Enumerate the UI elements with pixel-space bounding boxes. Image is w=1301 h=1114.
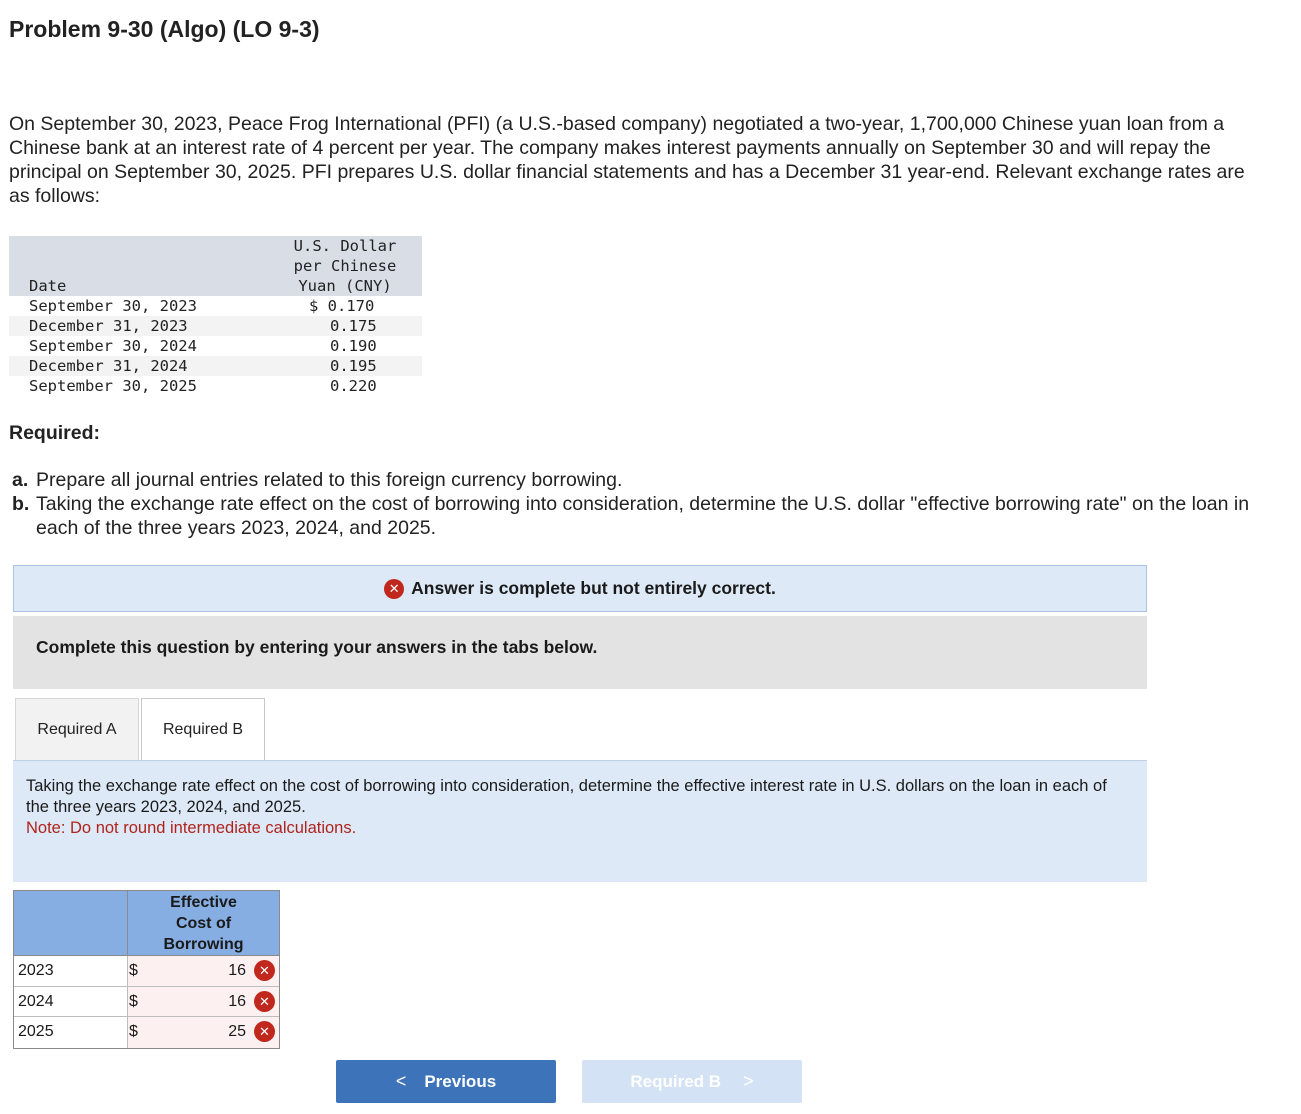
rate-row	[9, 316, 422, 336]
required-letter-b: b.	[12, 493, 30, 515]
header-line-2: Cost of	[175, 915, 232, 932]
rate-row	[9, 376, 422, 396]
answer-input-2023[interactable]	[128, 956, 279, 986]
date-column-header: Date	[29, 277, 67, 295]
answer-table-header	[14, 891, 279, 956]
table-row	[14, 956, 279, 987]
next-label: Required B	[630, 1071, 722, 1091]
question-panel	[13, 760, 1147, 882]
header-line-3: Borrowing	[163, 936, 244, 953]
required-item-b	[12, 492, 1272, 540]
tab-required-b[interactable]	[141, 698, 265, 761]
incorrect-x-icon: ✕	[254, 960, 275, 981]
incorrect-x-icon: ✕	[254, 1021, 275, 1042]
question-note: Note: Do not round intermediate calculations.	[26, 819, 357, 837]
chevron-left-icon: <	[395, 1071, 407, 1091]
rate-header-line-2: per Chinese	[293, 257, 397, 275]
rate-value: 0.190	[330, 337, 377, 355]
instruction-text: Complete this question by entering your answers in the tabs below.	[36, 637, 598, 657]
answer-status-text: Answer is complete but not entirely correct.	[411, 578, 776, 598]
rate-date: December 31, 2023	[29, 317, 188, 335]
answer-value: 16	[228, 992, 246, 1010]
previous-label: Previous	[424, 1071, 497, 1091]
currency-symbol: $	[129, 962, 138, 979]
rate-date: September 30, 2023	[29, 297, 197, 315]
rate-date: December 31, 2024	[29, 357, 188, 375]
incorrect-x-icon: ✕	[254, 991, 275, 1012]
rate-row	[9, 356, 422, 376]
tab-required-a[interactable]	[15, 698, 139, 760]
answer-value: 25	[228, 1023, 246, 1040]
answer-value: 16	[228, 962, 246, 979]
rate-value: $ 0.170	[309, 297, 375, 315]
page-title: Problem 9-30 (Algo) (LO 9-3)	[9, 16, 320, 42]
header-line-1: Effective	[170, 894, 237, 911]
year-label: 2024	[14, 987, 128, 1017]
answer-input-2025[interactable]	[128, 1017, 279, 1048]
currency-symbol: $	[129, 992, 138, 1010]
required-label: Required:	[9, 422, 101, 444]
question-body: Taking the exchange rate effect on the cost of borrowing into consideration, determine the effective interest rate in U.S. dollars on the loan in each of the three years 2023, 2024, and 2025.	[26, 777, 1107, 816]
required-letter-a: a.	[12, 469, 29, 491]
required-text-a: Prepare all journal entries related to this foreign currency borrowing.	[36, 469, 623, 491]
table-row	[14, 1017, 279, 1048]
x-circle-icon: ✕	[384, 579, 404, 599]
effective-cost-header	[128, 891, 279, 955]
required-item-a	[12, 468, 1272, 492]
rate-date: September 30, 2025	[29, 377, 197, 395]
rate-header-line-1: U.S. Dollar	[293, 237, 397, 255]
rate-row	[9, 296, 422, 316]
problem-description: On September 30, 2023, Peace Frog International (PFI) (a U.S.-based company) negotiated a two-year, 1,700,000 Chinese yuan loan from a Chinese bank at an interest rate of 4 percent per year. The company makes interest payments annually on September 30 and will repay the principal on September 30, 2025. PFI prepares U.S. dollar financial statements and has a December 31 year-end. Relevant exchange rates are as follows:	[9, 113, 1245, 207]
year-label: 2025	[14, 1017, 128, 1048]
table-row	[14, 987, 279, 1018]
chevron-right-icon: >	[743, 1071, 754, 1091]
answer-input-2024[interactable]	[128, 987, 279, 1017]
answer-status-banner	[13, 565, 1147, 612]
rate-header-line-3: Yuan (CNY)	[298, 277, 392, 295]
required-text-b: Taking the exchange rate effect on the cost of borrowing into consideration, determine the U.S. dollar "effective borrowing rate" on the loan in each of the three years 2023, 2024, and 2025.	[36, 493, 1250, 539]
rate-value: 0.220	[330, 377, 377, 395]
header-blank-cell	[14, 891, 128, 955]
previous-button[interactable]	[336, 1060, 556, 1103]
required-list	[12, 468, 1272, 540]
rate-value: 0.175	[330, 317, 377, 335]
rate-row	[9, 336, 422, 356]
currency-symbol: $	[129, 1023, 138, 1040]
instruction-bar	[13, 616, 1147, 689]
question-text	[26, 776, 1116, 839]
exchange-rate-table	[9, 236, 422, 396]
next-required-b-button[interactable]	[582, 1060, 802, 1103]
tab-label: Required B	[162, 721, 244, 738]
rate-value: 0.195	[330, 357, 377, 375]
rate-date: September 30, 2024	[29, 337, 197, 355]
tab-label: Required A	[37, 720, 117, 738]
answer-table	[13, 890, 280, 1049]
rate-column-header	[284, 236, 406, 296]
rate-table-header	[9, 236, 422, 296]
year-label: 2023	[14, 956, 128, 986]
